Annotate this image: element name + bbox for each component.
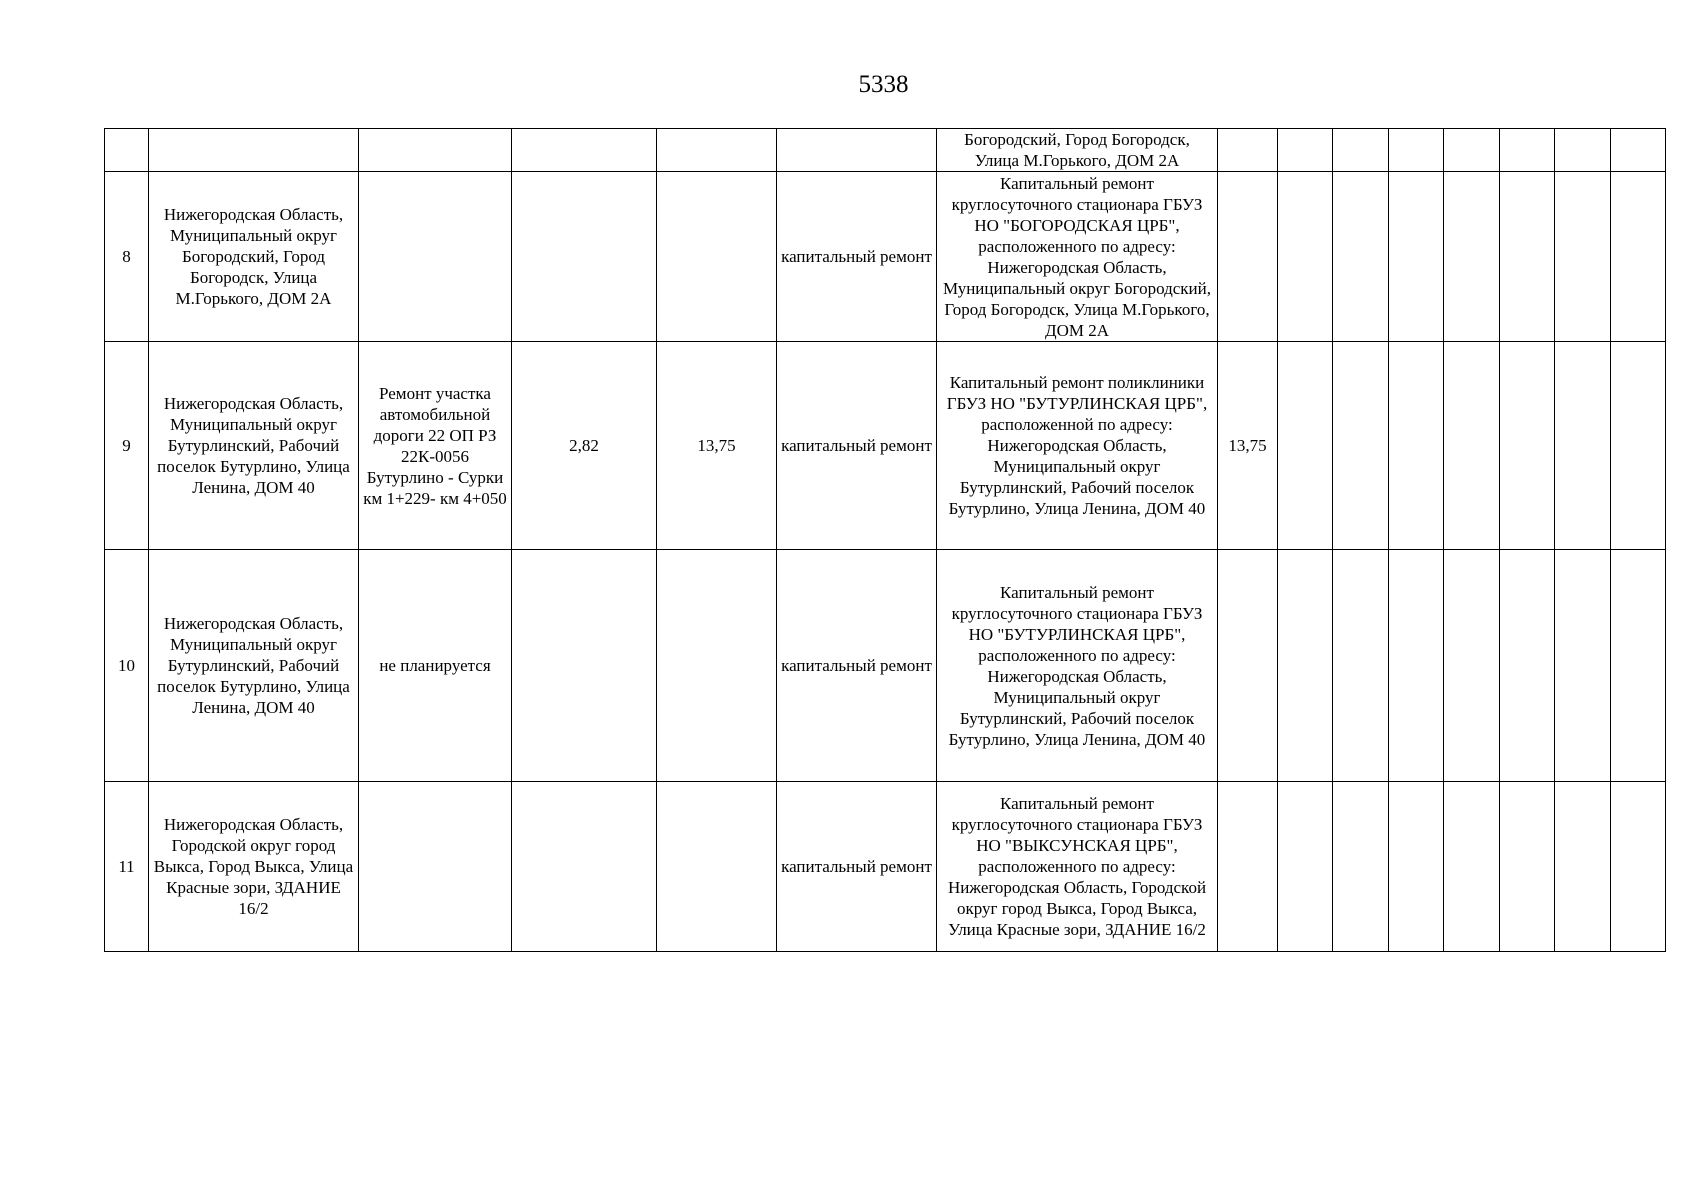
- cell-object: Капитальный ремонт круглосуточного стационара ГБУЗ НО "БУТУРЛИНСКАЯ ЦРБ", расположенного по адресу: Нижегородская Область, Муниципальный округ Бутурлинский, Рабочий поселок Бутурлино, Улица Ленина, ДОМ 40: [937, 550, 1218, 782]
- cell-empty: [1555, 129, 1611, 172]
- cell-empty: [1500, 129, 1555, 172]
- cell-empty: [1555, 342, 1611, 550]
- cell-address: Нижегородская Область, Муниципальный округ Богородский, Город Богородск, Улица М.Горького, ДОМ 2А: [149, 172, 359, 342]
- cell-total: [1218, 129, 1278, 172]
- cell-cost: [657, 782, 777, 952]
- cell-cost: 13,75: [657, 342, 777, 550]
- cell-work-type: капитальный ремонт: [777, 172, 937, 342]
- cell-empty: [1278, 782, 1333, 952]
- cell-empty: [1333, 172, 1389, 342]
- cell-object: Капитальный ремонт поликлиники ГБУЗ НО "БУТУРЛИНСКАЯ ЦРБ", расположенной по адресу: Нижегородская Область, Муниципальный округ Бутурлинский, Рабочий поселок Бутурлино, Улица Ленина, ДОМ 40: [937, 342, 1218, 550]
- cell-num: [105, 129, 149, 172]
- cell-work-type: капитальный ремонт: [777, 342, 937, 550]
- cell-empty: [1500, 550, 1555, 782]
- cell-cost: [657, 550, 777, 782]
- cell-empty: [1444, 172, 1500, 342]
- cell-num: 8: [105, 172, 149, 342]
- cell-address: Нижегородская Область, Городской округ город Выкса, Город Выкса, Улица Красные зори, ЗДАНИЕ 16/2: [149, 782, 359, 952]
- cell-empty: [1278, 342, 1333, 550]
- cell-total: [1218, 550, 1278, 782]
- cell-length: [512, 172, 657, 342]
- cell-empty: [1444, 550, 1500, 782]
- cell-length: [512, 782, 657, 952]
- cell-empty: [1500, 342, 1555, 550]
- page-number: 5338: [858, 71, 909, 98]
- cell-empty: [1278, 550, 1333, 782]
- cell-empty: [1611, 550, 1666, 782]
- cell-total: [1218, 782, 1278, 952]
- cell-empty: [1555, 782, 1611, 952]
- cell-empty: [1611, 172, 1666, 342]
- cell-num: 10: [105, 550, 149, 782]
- cell-empty: [1500, 172, 1555, 342]
- cell-empty: [1333, 129, 1389, 172]
- cell-empty: [1444, 129, 1500, 172]
- cell-road-work: [359, 172, 512, 342]
- cell-road-work: Ремонт участка автомобильной дороги 22 ОП РЗ 22К-0056 Бутурлино - Сурки км 1+229- км 4+050: [359, 342, 512, 550]
- cell-empty: [1389, 129, 1444, 172]
- cell-empty: [1333, 550, 1389, 782]
- cell-empty: [1389, 172, 1444, 342]
- table-row: [105, 342, 1666, 550]
- cell-length: [512, 129, 657, 172]
- cell-length: 2,82: [512, 342, 657, 550]
- cell-empty: [1611, 129, 1666, 172]
- cell-length: [512, 550, 657, 782]
- cell-empty: [1333, 782, 1389, 952]
- cell-road-work: не планируется: [359, 550, 512, 782]
- cell-address: Нижегородская Область, Муниципальный округ Бутурлинский, Рабочий поселок Бутурлино, Улица Ленина, ДОМ 40: [149, 342, 359, 550]
- cell-empty: [1555, 172, 1611, 342]
- cell-cost: [657, 172, 777, 342]
- data-table: [104, 128, 1666, 952]
- cell-object: Богородский, Город Богородск, Улица М.Горького, ДОМ 2А: [937, 129, 1218, 172]
- cell-empty: [1444, 782, 1500, 952]
- cell-empty: [1611, 782, 1666, 952]
- cell-work-type: капитальный ремонт: [777, 782, 937, 952]
- cell-object: Капитальный ремонт круглосуточного стационара ГБУЗ НО "БОГОРОДСКАЯ ЦРБ", расположенного по адресу: Нижегородская Область, Муниципальный округ Богородский, Город Богородск, Улица М.Горького, ДОМ 2А: [937, 172, 1218, 342]
- cell-empty: [1333, 342, 1389, 550]
- cell-empty: [1389, 342, 1444, 550]
- cell-work-type: капитальный ремонт: [777, 550, 937, 782]
- cell-empty: [1611, 342, 1666, 550]
- cell-cost: [657, 129, 777, 172]
- cell-total: 13,75: [1218, 342, 1278, 550]
- cell-road-work: [359, 129, 512, 172]
- table-row: [105, 172, 1666, 342]
- cell-total: [1218, 172, 1278, 342]
- cell-num: 11: [105, 782, 149, 952]
- table-row: [105, 550, 1666, 782]
- cell-work-type: [777, 129, 937, 172]
- cell-road-work: [359, 782, 512, 952]
- table-row-continuation: [105, 129, 1666, 172]
- cell-empty: [1389, 550, 1444, 782]
- cell-empty: [1278, 172, 1333, 342]
- cell-empty: [1278, 129, 1333, 172]
- cell-object: Капитальный ремонт круглосуточного стационара ГБУЗ НО "ВЫКСУНСКАЯ ЦРБ", расположенного по адресу: Нижегородская Область, Городской округ город Выкса, Город Выкса, Улица Красные зори, ЗДАНИЕ 16/2: [937, 782, 1218, 952]
- cell-empty: [1389, 782, 1444, 952]
- cell-address: Нижегородская Область, Муниципальный округ Бутурлинский, Рабочий поселок Бутурлино, Улица Ленина, ДОМ 40: [149, 550, 359, 782]
- cell-empty: [1444, 342, 1500, 550]
- table-row: [105, 782, 1666, 952]
- cell-empty: [1555, 550, 1611, 782]
- cell-empty: [1500, 782, 1555, 952]
- cell-address: [149, 129, 359, 172]
- cell-num: 9: [105, 342, 149, 550]
